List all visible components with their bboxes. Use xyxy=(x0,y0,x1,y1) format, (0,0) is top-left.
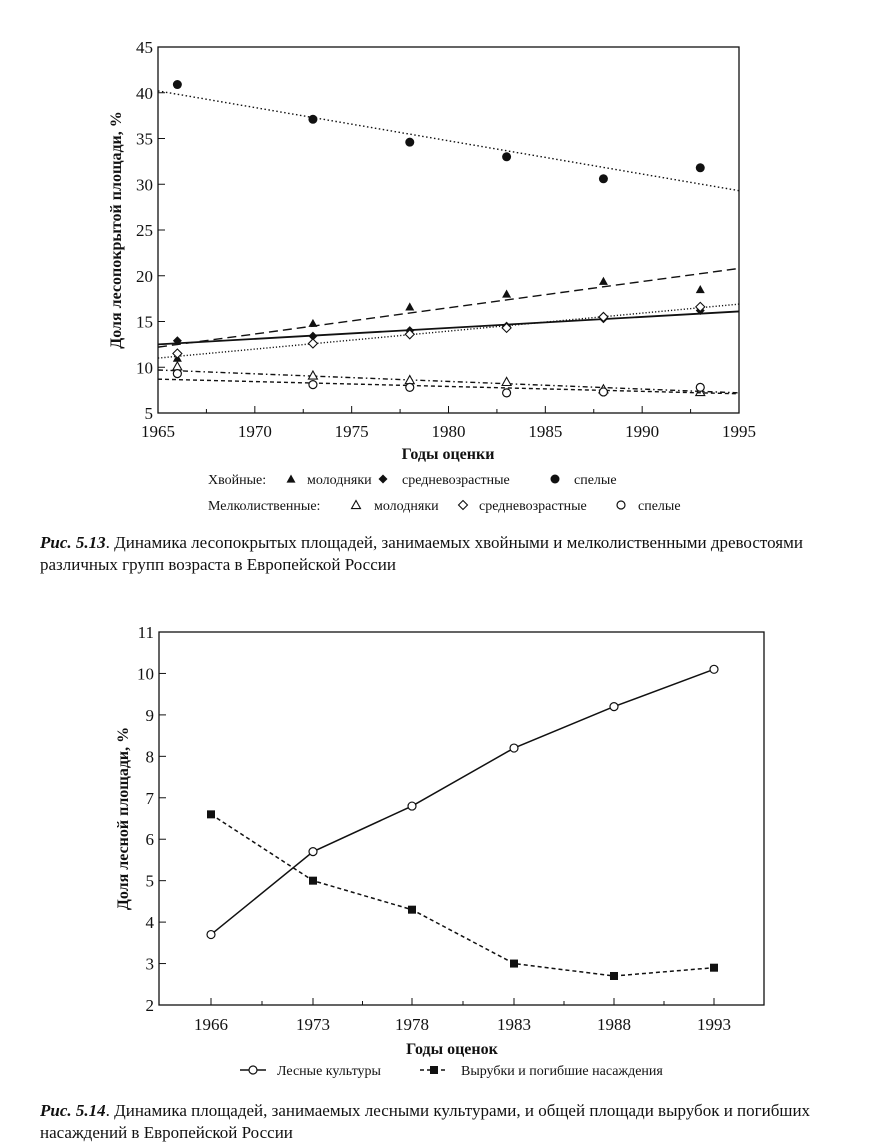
trend-line xyxy=(158,268,739,347)
legend-item-label: спелые xyxy=(574,473,617,488)
y-tick-label: 45 xyxy=(136,38,153,57)
caption-number: Рис. 5.14 xyxy=(40,1101,106,1120)
data-point xyxy=(696,163,705,172)
data-point xyxy=(502,152,511,161)
y-tick-label: 5 xyxy=(144,404,153,423)
data-point xyxy=(309,848,317,856)
legend-item-label: спелые xyxy=(638,499,681,514)
data-point xyxy=(308,371,317,379)
data-point xyxy=(207,810,215,818)
figure-caption-5-13 xyxy=(40,532,840,576)
y-tick-label: 10 xyxy=(136,358,153,378)
x-tick-label: 1970 xyxy=(237,422,272,441)
y-tick-label: 4 xyxy=(145,913,154,933)
data-point xyxy=(610,972,618,980)
y-tick-label: 25 xyxy=(136,221,153,240)
y-axis-label: Доля лесопокрытой площади, % xyxy=(108,111,125,349)
x-tick-label: 1965 xyxy=(141,422,175,441)
legend-item-label: средневозрастные xyxy=(402,473,510,488)
x-tick-label: 1980 xyxy=(431,422,466,441)
plot-frame xyxy=(159,632,764,1005)
legend-item-label: молодняки xyxy=(307,473,372,488)
x-tick-label: 1978 xyxy=(395,1015,429,1034)
y-axis-label: Доля лесной площади, % xyxy=(115,726,132,911)
y-tick-label: 35 xyxy=(136,129,153,149)
data-point xyxy=(696,285,705,293)
data-point xyxy=(309,877,317,885)
data-point xyxy=(173,370,181,378)
caption-text: . Динамика лесопокрытых площадей, занимаемых хвойными и мелколиственными древостоями различных групп возраста в Европейской России xyxy=(40,533,803,574)
legend-label: Лесные культуры xyxy=(277,1064,381,1079)
data-point xyxy=(308,319,317,327)
data-point xyxy=(207,931,215,939)
x-tick-label: 1990 xyxy=(625,422,660,441)
data-point xyxy=(502,377,511,385)
chart-forest-cover-dynamics xyxy=(108,38,756,514)
y-tick-label: 11 xyxy=(137,623,154,642)
x-axis-label: Годы оценки xyxy=(401,446,495,463)
trend-line xyxy=(158,311,739,344)
legend-marker xyxy=(379,475,388,484)
data-point xyxy=(308,339,317,348)
data-point xyxy=(599,388,607,396)
data-point xyxy=(406,383,414,391)
x-tick-label: 1975 xyxy=(334,422,369,441)
data-point xyxy=(510,744,518,752)
y-tick-label: 2 xyxy=(145,996,154,1015)
data-point xyxy=(710,964,718,972)
legend-marker xyxy=(459,501,468,510)
y-tick-label: 3 xyxy=(145,954,154,974)
y-tick-label: 40 xyxy=(136,83,153,103)
data-point xyxy=(405,302,414,310)
data-point xyxy=(599,277,608,285)
y-tick-label: 10 xyxy=(137,664,154,684)
trend-line xyxy=(158,91,739,191)
legend-row xyxy=(208,499,681,514)
series-line xyxy=(211,814,714,976)
figure-caption-5-14 xyxy=(40,1100,840,1144)
trend-line xyxy=(158,304,739,358)
legend-marker xyxy=(617,501,625,509)
legend-entry xyxy=(420,1064,663,1079)
data-point xyxy=(173,362,182,370)
y-tick-label: 8 xyxy=(145,747,154,767)
y-tick-label: 30 xyxy=(136,175,153,195)
chart-forest-cultures-dynamics xyxy=(115,623,764,1079)
data-point xyxy=(599,174,608,183)
data-point xyxy=(308,115,317,124)
x-tick-label: 1993 xyxy=(697,1015,731,1034)
x-tick-label: 1966 xyxy=(194,1015,228,1034)
legend-marker xyxy=(287,475,296,483)
caption-number: Рис. 5.13 xyxy=(40,533,106,552)
data-point xyxy=(503,389,511,397)
data-point xyxy=(610,703,618,711)
data-point xyxy=(309,381,317,389)
x-tick-label: 1985 xyxy=(528,422,563,441)
y-tick-label: 7 xyxy=(145,788,154,808)
data-point xyxy=(408,906,416,914)
x-tick-label: 1995 xyxy=(722,422,756,441)
legend-label: Вырубки и погибшие насаждения xyxy=(461,1064,663,1079)
legend-group-label: Хвойные: xyxy=(208,473,267,488)
data-point xyxy=(502,290,511,298)
caption-text: . Динамика площадей, занимаемых лесными культурами, и общей площади вырубок и погибших насаждений в Европейской России xyxy=(40,1101,811,1142)
x-axis-label: Годы оценок xyxy=(406,1041,498,1058)
data-point xyxy=(405,376,414,384)
legend-marker xyxy=(430,1066,438,1074)
plot-frame xyxy=(158,47,739,413)
legend-marker xyxy=(551,475,560,484)
data-point xyxy=(510,960,518,968)
x-tick-label: 1983 xyxy=(497,1015,531,1034)
data-point xyxy=(408,802,416,810)
legend-marker xyxy=(249,1066,257,1074)
series-line xyxy=(211,669,714,934)
y-tick-label: 9 xyxy=(145,705,154,725)
y-tick-label: 15 xyxy=(136,312,153,332)
x-tick-label: 1988 xyxy=(597,1015,631,1034)
legend-row xyxy=(208,473,617,488)
y-tick-label: 5 xyxy=(145,871,154,891)
legend-entry xyxy=(240,1064,382,1079)
data-point xyxy=(405,138,414,147)
data-point xyxy=(173,80,182,89)
legend-item-label: средневозрастные xyxy=(479,499,587,514)
data-point xyxy=(696,383,704,391)
y-tick-label: 6 xyxy=(145,830,154,850)
y-tick-label: 20 xyxy=(136,266,153,286)
data-point xyxy=(710,665,718,673)
x-tick-label: 1973 xyxy=(296,1015,330,1034)
legend-item-label: молодняки xyxy=(374,499,439,514)
legend-marker xyxy=(352,501,361,509)
legend-group-label: Мелколиственные: xyxy=(208,499,321,514)
